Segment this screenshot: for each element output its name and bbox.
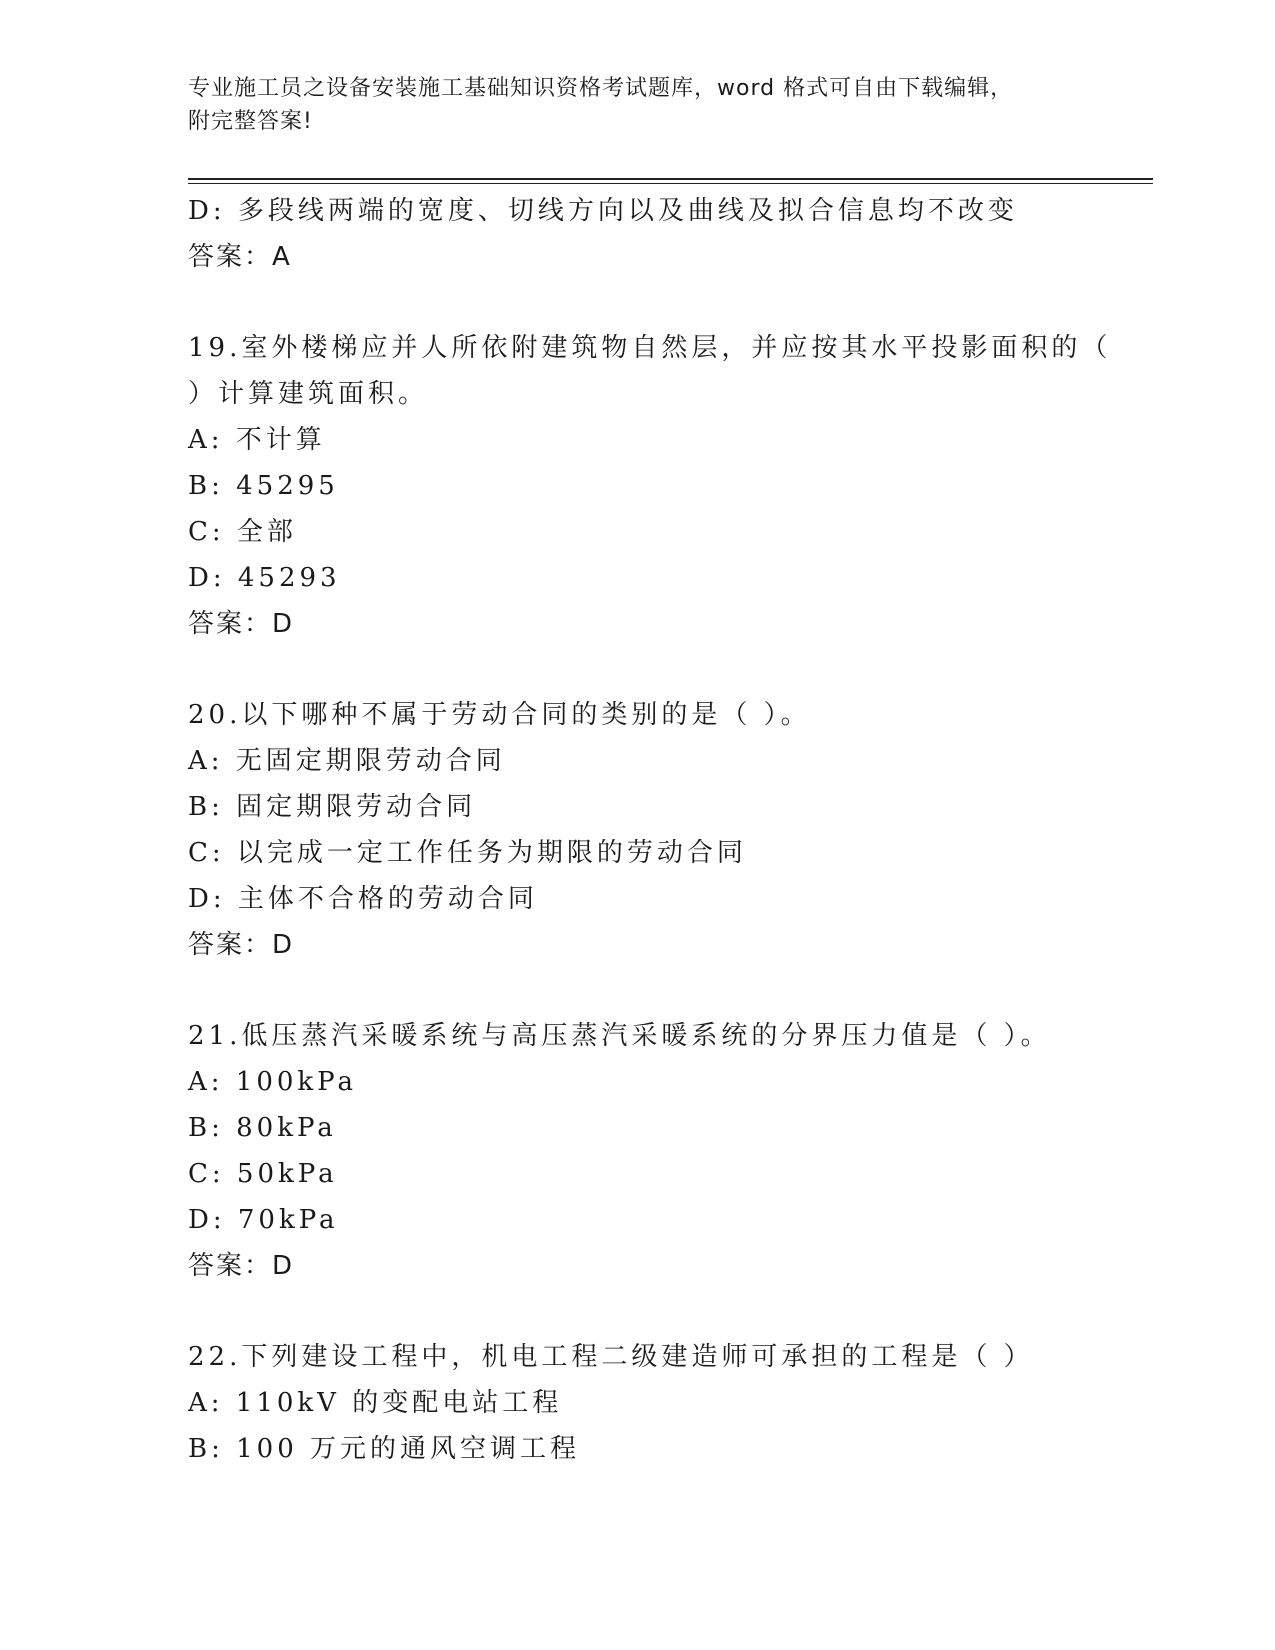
option-b: B: 100 万元的通风空调工程	[188, 1434, 581, 1464]
question-block-21	[188, 1013, 1088, 1289]
option-c: C: 50kPa	[188, 1159, 338, 1189]
option-c: C: 以完成一定工作任务为期限的劳动合同	[188, 838, 747, 868]
header-line: 附完整答案!	[188, 109, 313, 134]
answer-line: 答案：D	[188, 1251, 295, 1281]
header-divider-thin	[188, 183, 1153, 184]
document-header	[188, 72, 1088, 138]
option-b: B: 固定期限劳动合同	[188, 792, 477, 822]
header-divider	[188, 178, 1153, 180]
question-stem: 22.下列建设工程中，机电工程二级建造师可承担的工程是（ ）	[188, 1342, 1034, 1372]
option-a: A: 不计算	[188, 425, 326, 455]
option-a: A: 110kV 的变配电站工程	[188, 1388, 563, 1418]
question-stem: 20.以下哪种不属于劳动合同的类别的是（ ）。	[188, 700, 811, 730]
option-d: D: 70kPa	[188, 1205, 339, 1235]
question-block-prev	[188, 188, 1088, 280]
header-line: 专业施工员之设备安装施工基础知识资格考试题库，word 格式可自由下载编辑，	[188, 76, 1014, 101]
question-block-22	[188, 1334, 1088, 1472]
question-stem: 21.低压蒸汽采暖系统与高压蒸汽采暖系统的分界压力值是（ ）。	[188, 1021, 1051, 1051]
question-stem-continued: ）计算建筑面积。	[188, 379, 429, 409]
answer-line: 答案：D	[188, 609, 295, 639]
question-block-20	[188, 692, 1088, 968]
option-d: D: 多段线两端的宽度、切线方向以及曲线及拟合信息均不改变	[188, 196, 1018, 226]
answer-line: 答案：D	[188, 930, 295, 960]
answer-line: 答案：A	[188, 242, 292, 272]
question-stem: 19.室外楼梯应并人所依附建筑物自然层，并应按其水平投影面积的（	[188, 333, 1112, 363]
option-d: D: 45293	[188, 563, 341, 593]
option-c: C: 全部	[188, 517, 297, 547]
option-a: A: 100kPa	[188, 1067, 358, 1097]
option-b: B: 45295	[188, 471, 339, 501]
option-d: D: 主体不合格的劳动合同	[188, 884, 538, 914]
question-list	[188, 188, 1112, 1472]
option-b: B: 80kPa	[188, 1113, 337, 1143]
option-a: A: 无固定期限劳动合同	[188, 746, 506, 776]
question-block-19	[188, 325, 1112, 647]
